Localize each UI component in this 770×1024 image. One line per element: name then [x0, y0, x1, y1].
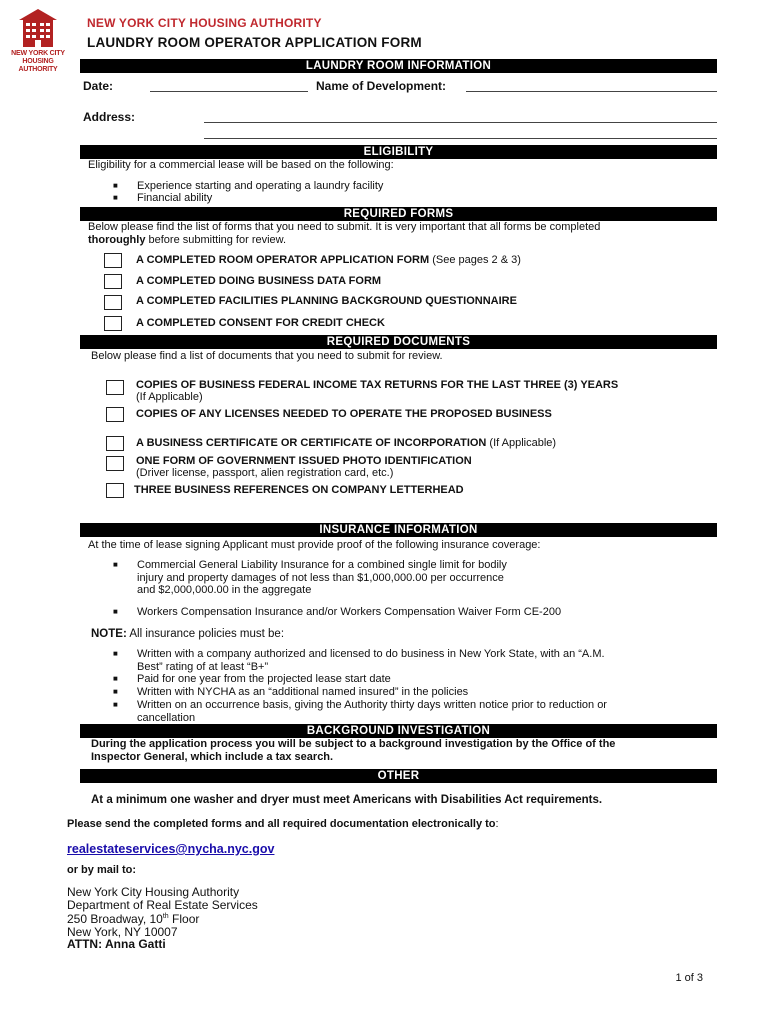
email-link-wrapper — [67, 840, 274, 858]
bullet-icon: ■ — [113, 649, 118, 658]
bullet-icon: ■ — [113, 700, 118, 709]
mailing-address — [67, 886, 258, 951]
form-checkbox[interactable] — [104, 253, 122, 268]
form-item: A COMPLETED CONSENT FOR CREDIT CHECK — [136, 317, 385, 329]
document-checkbox[interactable] — [106, 436, 124, 451]
nycha-logo — [8, 8, 68, 74]
address-line: New York, NY 10007 — [67, 924, 178, 939]
form-checkbox[interactable] — [104, 295, 122, 310]
bullet-icon: ■ — [113, 181, 118, 190]
logo-text-line: AUTHORITY — [18, 66, 58, 73]
form-item: A COMPLETED ROOM OPERATOR APPLICATION FORM (See pages 2 & 3) — [136, 254, 521, 266]
background-text: During the application process you will be subject to a background investigation by the Office of the Inspector General, which include a tax search. — [91, 738, 616, 763]
form-item: A COMPLETED FACILITIES PLANNING BACKGROUND QUESTIONNAIRE — [136, 295, 517, 307]
bullet-icon: ■ — [113, 193, 118, 202]
address-label: Address: — [83, 110, 136, 124]
document-item: THREE BUSINESS REFERENCES ON COMPANY LETTERHEAD — [134, 484, 464, 496]
document-item: ONE FORM OF GOVERNMENT ISSUED PHOTO IDENTIFICATION — [136, 455, 472, 467]
building-logo-icon — [18, 8, 58, 48]
document-item: COPIES OF ANY LICENSES NEEDED TO OPERATE THE PROPOSED BUSINESS — [136, 408, 552, 420]
section-header-background: BACKGROUND INVESTIGATION — [80, 724, 717, 738]
form-title: LAUNDRY ROOM OPERATOR APPLICATION FORM — [87, 35, 422, 50]
document-item: COPIES OF BUSINESS FEDERAL INCOME TAX RETURNS FOR THE LAST THREE (3) YEARS — [136, 379, 619, 391]
document-checkbox[interactable] — [106, 483, 124, 498]
section-header-insurance: INSURANCE INFORMATION — [80, 523, 717, 537]
eligibility-intro: Eligibility for a commercial lease will be based on the following: — [88, 159, 394, 171]
document-item-subtext: (If Applicable) — [136, 391, 203, 403]
development-field[interactable] — [466, 91, 717, 92]
form-checkbox[interactable] — [104, 274, 122, 289]
ada-requirement: At a minimum one washer and dryer must meet Americans with Disabilities Act requirements. — [91, 794, 603, 806]
date-label: Date: — [83, 79, 114, 93]
bullet-icon: ■ — [113, 607, 118, 616]
required-forms-intro: Below please find the list of forms that you need to submit. It is very important that all forms be completed thoroughly before submitting for review. — [88, 221, 601, 246]
logo-text-line: NEW YORK CITY — [11, 50, 65, 57]
document-item: A BUSINESS CERTIFICATE OR CERTIFICATE OF INCORPORATION (If Applicable) — [136, 437, 557, 449]
section-header-required-documents: REQUIRED DOCUMENTS — [80, 335, 717, 349]
bullet-icon: ■ — [113, 560, 118, 569]
required-documents-intro: Below please find a list of documents that you need to submit for review. — [91, 350, 443, 362]
address-line: Department of Real Estate Services — [67, 897, 258, 912]
document-checkbox[interactable] — [106, 380, 124, 395]
section-header-laundry-info: LAUNDRY ROOM INFORMATION — [80, 59, 717, 73]
date-field[interactable] — [150, 91, 308, 92]
document-item-subtext: (Driver license, passport, alien registration card, etc.) — [136, 467, 394, 479]
address-field-line-2[interactable] — [204, 138, 717, 139]
bullet-icon: ■ — [113, 674, 118, 683]
section-header-required-forms: REQUIRED FORMS — [80, 207, 717, 221]
address-field-line-1[interactable] — [204, 122, 717, 123]
attn-line: ATTN: Anna Gatti — [67, 937, 166, 951]
section-header-other: OTHER — [80, 769, 717, 783]
page-number: 1 of 3 — [675, 972, 703, 984]
send-instructions: Please send the completed forms and all required documentation electronically to: — [67, 818, 499, 830]
agency-name: NEW YORK CITY HOUSING AUTHORITY — [87, 16, 322, 30]
bullet-icon: ■ — [113, 687, 118, 696]
address-line: New York City Housing Authority — [67, 885, 240, 899]
email-link[interactable]: realestateservices@nycha.nyc.gov — [67, 842, 275, 856]
form-checkbox[interactable] — [104, 316, 122, 331]
mail-label: or by mail to: — [67, 864, 137, 876]
section-header-eligibility: ELIGIBILITY — [80, 145, 717, 159]
development-label: Name of Development: — [316, 79, 447, 93]
document-checkbox[interactable] — [106, 407, 124, 422]
insurance-note: NOTE: All insurance policies must be: — [91, 628, 285, 640]
insurance-intro: At the time of lease signing Applicant must provide proof of the following insurance coverage: — [88, 539, 541, 551]
form-item: A COMPLETED DOING BUSINESS DATA FORM — [136, 275, 382, 287]
logo-text-line: HOUSING — [22, 58, 54, 65]
address-line: 250 Broadway, 10th Floor — [67, 912, 200, 926]
document-checkbox[interactable] — [106, 456, 124, 471]
